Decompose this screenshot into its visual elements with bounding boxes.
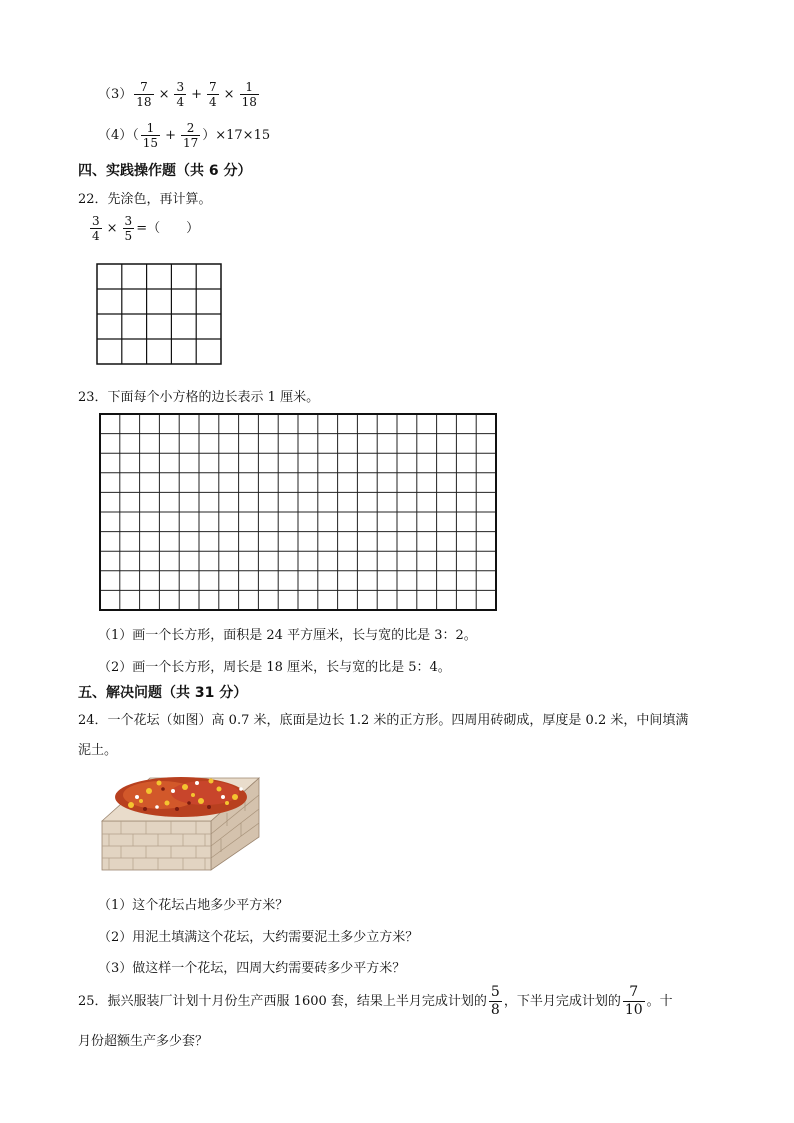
q23-prompt: 23．下面每个小方格的边长表示 1 厘米。: [78, 390, 320, 405]
plus-operator: +: [191, 87, 203, 102]
q24-line1: 24．一个花坛（如图）高 0.7 米，底面是边长 1.2 米的正方形。四周用砖砌成，厚度是 0.2 米，中间填满: [78, 713, 689, 728]
q23-item1: （1）画一个长方形，面积是 24 平方厘米，长与宽的比是 3：2。: [98, 628, 477, 643]
fraction-3-4: $\frac{3}{4}$: [92, 214, 100, 243]
q21-item4-label: （4）（: [98, 128, 139, 143]
q25-line2: 月份超额生产多少套？: [78, 1034, 209, 1049]
fraction-1-18: $\frac{1}{18}$: [241, 80, 257, 109]
q25-text-part2: ，下半月完成计划的: [503, 994, 621, 1009]
q21-item3-label: （3）: [98, 87, 133, 102]
times-operator: ×: [106, 221, 118, 236]
fraction-7-18: $\frac{7}{18}$: [136, 80, 152, 109]
q24-item3: （3）做这样一个花坛，四周大约需要砖多少平方米？: [98, 961, 406, 976]
fraction-3-4: $\frac{3}{4}$: [176, 80, 185, 109]
q24-item1: （1）这个花坛占地多少平方米？: [98, 898, 289, 913]
fraction-1-15: $\frac{1}{15}$: [142, 121, 159, 150]
q21-item4-tail: ）×17×15: [202, 128, 271, 143]
q25-text-part3: 。十: [646, 994, 673, 1009]
fraction-3-5: $\frac{3}{5}$: [124, 214, 133, 243]
flower-bed-illustration: [101, 773, 263, 873]
fraction-7-4: $\frac{7}{4}$: [209, 80, 217, 109]
plus-operator: +: [165, 128, 176, 143]
section-4-title: 四、实践操作题（共 6 分）: [78, 163, 252, 179]
answer-blank: =（ ）: [136, 221, 200, 236]
q25-text-part1: 25．振兴服装厂计划十月份生产西服 1600 套，结果上半月完成计划的: [78, 994, 487, 1009]
centimeter-grid[interactable]: [99, 413, 497, 611]
fraction-5-8: $\frac{5}{8}$: [490, 984, 500, 1018]
q21-item3: [98, 80, 261, 109]
q24-line2: 泥土。: [78, 743, 118, 758]
q23-item2: （2）画一个长方形，周长是 18 厘米，长与宽的比是 5：4。: [98, 660, 451, 675]
times-operator: ×: [158, 87, 170, 102]
times-operator: ×: [223, 87, 235, 102]
q22-prompt: 22．先涂色，再计算。: [78, 192, 212, 207]
fraction-2-17: $\frac{2}{17}$: [182, 121, 199, 150]
q21-item4: [98, 121, 270, 150]
q24-item2: （2）用泥土填满这个花坛，大约需要泥土多少立方米？: [98, 930, 419, 945]
q25-line1: [78, 984, 673, 1019]
q22-expression: [88, 214, 199, 243]
coloring-grid[interactable]: [96, 263, 222, 365]
section-5-title: 五、解决问题（共 31 分）: [78, 685, 248, 701]
fraction-7-10: $\frac{7}{10}$: [624, 984, 643, 1018]
